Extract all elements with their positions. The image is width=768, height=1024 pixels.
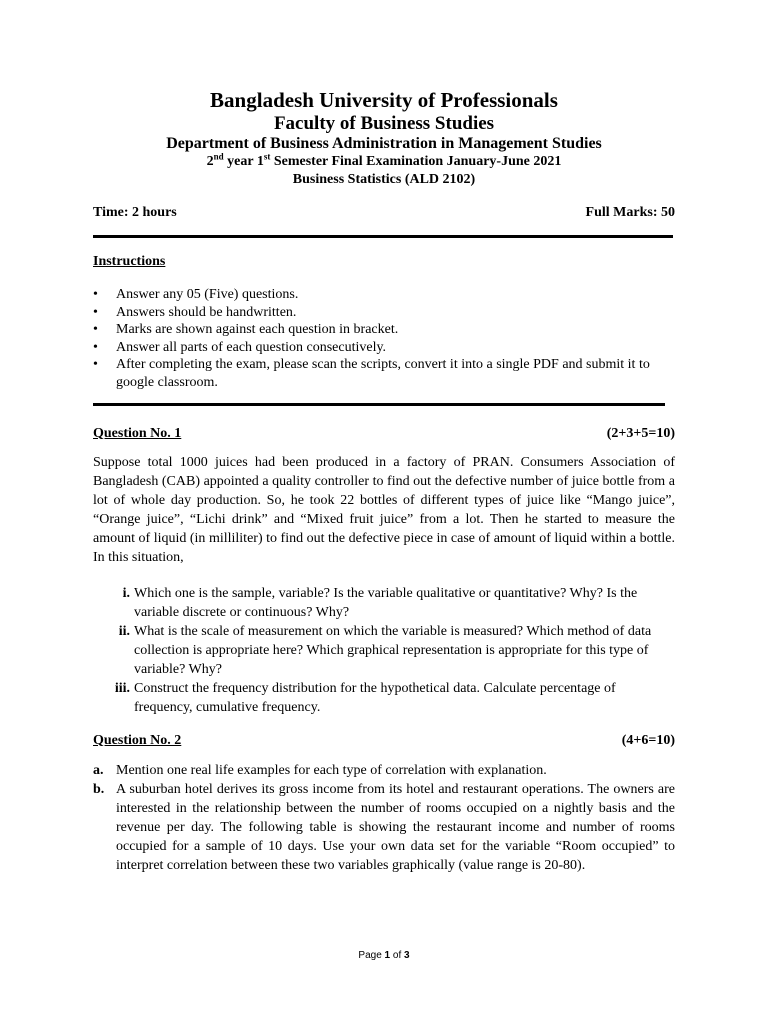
header-divider (93, 235, 673, 238)
question-1-body: Suppose total 1000 juices had been produced in a factory of PRAN. Consumers Association of Bangladesh (CAB) appointed a quality controller to find out the defective number of juice bottle from a lot of whole day production. So, he took 22 bottles of different types of juice like “Mango juice”, “Orange juice”, “Lichi drink” and “Mixed fruit juice” from a lot. Then he started to measure the amount of liquid (in milliliter) to find out the defective piece in case of amount of liquid within a bottle. In this situation, (93, 455, 675, 565)
instructions-divider (93, 403, 665, 406)
question-1-parts (108, 584, 675, 717)
university-name: Bangladesh University of Professionals (210, 88, 558, 112)
faculty-name: Faculty of Business Studies (273, 113, 495, 134)
question-2-title: Question No. 2 (93, 733, 182, 748)
instruction-item: • Answer any 05 (Five) questions. (93, 286, 653, 304)
question-part: i. Which one is the sample, variable? Is the variable qualitative or quantitative? Why? Is the variable discrete or continuous? Why? (122, 586, 638, 620)
question-part: b. A suburban hotel derives its gross income from its hotel and restaurant operations. The owners are interested in the relationship between the number of rooms occupied on a nightly basis and the revenue per day. The following table is showing the restaurant income and number of rooms occupied for a sample of 10 days. Use your own data set for the variable “Room occupied” to interpret correlation between these two variables graphically (value range is 20-80). (93, 782, 675, 873)
instruction-item: • After completing the exam, please scan the scripts, convert it into a single PDF and submit it to google classroom. (93, 356, 653, 391)
question-1-marks: (2+3+5=10) (606, 426, 675, 441)
question-1-title: Question No. 1 (93, 426, 182, 441)
question-part: iii. Construct the frequency distribution for the hypothetical data. Calculate percentage of frequency, cumulative frequency. (114, 681, 616, 715)
instructions-title: Instructions (93, 254, 166, 269)
question-2-marks: (4+6=10) (621, 733, 675, 748)
question-1-header (93, 426, 675, 442)
instruction-item: • Answers should be handwritten. (93, 304, 653, 322)
instructions-list (93, 286, 653, 392)
question-part: a. Mention one real life examples for each type of correlation with explanation. (93, 763, 547, 778)
course-title: Business Statistics (ALD 2102) (292, 172, 476, 187)
instruction-item: • Marks are shown against each question in bracket. (93, 321, 653, 339)
question-2-header (93, 733, 675, 749)
question-part: ii. What is the scale of measurement on which the variable is measured? Which method of data collection is appropriate here? Which graphical representation is appropriate for this type of variable? Why? (118, 624, 652, 677)
full-marks: Full Marks: 50 (585, 205, 675, 220)
exam-meta-row (93, 205, 675, 221)
exam-title: 2nd year 1st Semester Final Examination January-June 2021 (206, 151, 562, 169)
question-2-parts (93, 761, 675, 875)
instruction-item: • Answer all parts of each question consecutively. (93, 339, 653, 357)
page-number: Page 1 of 3 (358, 950, 410, 961)
department-name: Department of Business Administration in Management Studies (166, 135, 602, 152)
exam-time: Time: 2 hours (93, 205, 177, 220)
